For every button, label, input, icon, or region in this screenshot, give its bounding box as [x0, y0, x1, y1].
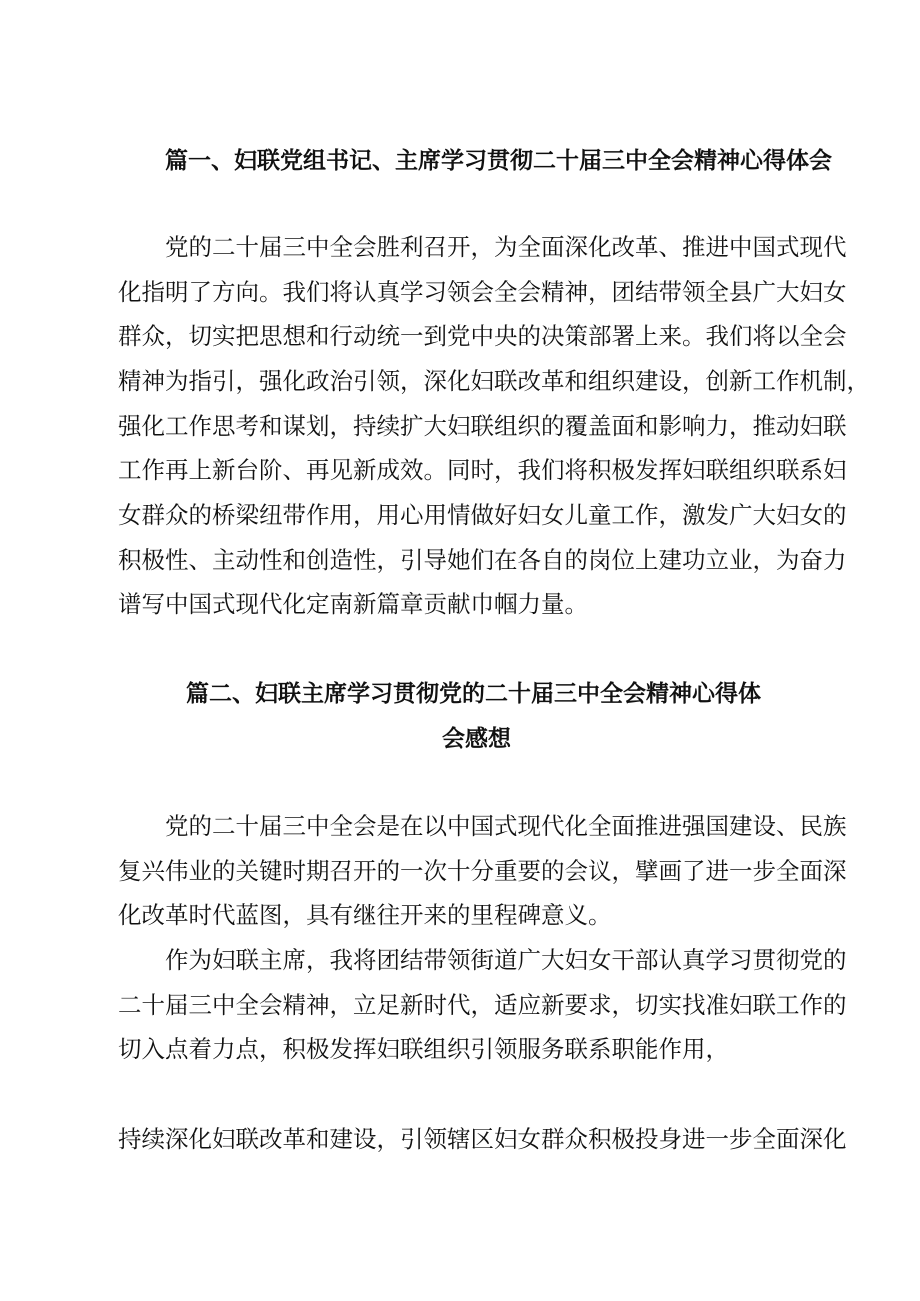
- section1-line: 党的二十届三中全会胜利召开，为全面深化改革、推进中国式现代: [165, 233, 847, 261]
- section2-para2-line: 作为妇联主席，我将团结带领街道广大妇女干部认真学习贯彻党的: [165, 946, 847, 974]
- section1-line: 精神为指引，强化政治引领，深化妇联改革和组织建设，创新工作机制，: [118, 367, 870, 395]
- section1-line: 化指明了方向。我们将认真学习领会全会精神，团结带领全县广大妇女: [118, 278, 847, 306]
- section2-para1-line: 复兴伟业的关键时期召开的一次十分重要的会议，擘画了进一步全面深: [118, 857, 847, 885]
- section2-para3-line: 持续深化妇联改革和建设，引领辖区妇女群众积极投身进一步全面深化: [118, 1125, 847, 1153]
- section2-para1-line: 党的二十届三中全会是在以中国式现代化全面推进强国建设、民族: [165, 812, 847, 840]
- section1-line: 谱写中国式现代化定南新篇章贡献巾帼力量。: [118, 590, 588, 618]
- section2-title-line2: 会感想: [442, 726, 511, 752]
- section1-line: 积极性、主动性和创造性，引导她们在各自的岗位上建功立业，为奋力: [118, 546, 847, 574]
- section1-line: 工作再上新台阶、再见新成效。同时，我们将积极发挥妇联组织联系妇: [118, 456, 847, 484]
- section1-title: 篇一、妇联党组书记、主席学习贯彻二十届三中全会精神心得体会: [165, 148, 832, 174]
- section2-para2-line: 切入点着力点，积极发挥妇联组织引领服务联系职能作用，: [118, 1035, 729, 1063]
- section2-para1-line: 化改革时代蓝图，具有继往开来的里程碑意义。: [118, 901, 612, 929]
- section2-title-line1: 篇二、妇联主席学习贯彻党的二十届三中全会精神心得体: [186, 681, 761, 707]
- section1-line: 女群众的桥梁纽带作用，用心用情做好妇女儿童工作，激发广大妇女的: [118, 501, 847, 529]
- section2-para2-line: 二十届三中全会精神，立足新时代，适应新要求，切实找准妇联工作的: [118, 991, 847, 1019]
- section1-line: 强化工作思考和谋划，持续扩大妇联组织的覆盖面和影响力，推动妇联: [118, 412, 847, 440]
- section1-line: 群众，切实把思想和行动统一到党中央的决策部署上来。我们将以全会: [118, 322, 847, 350]
